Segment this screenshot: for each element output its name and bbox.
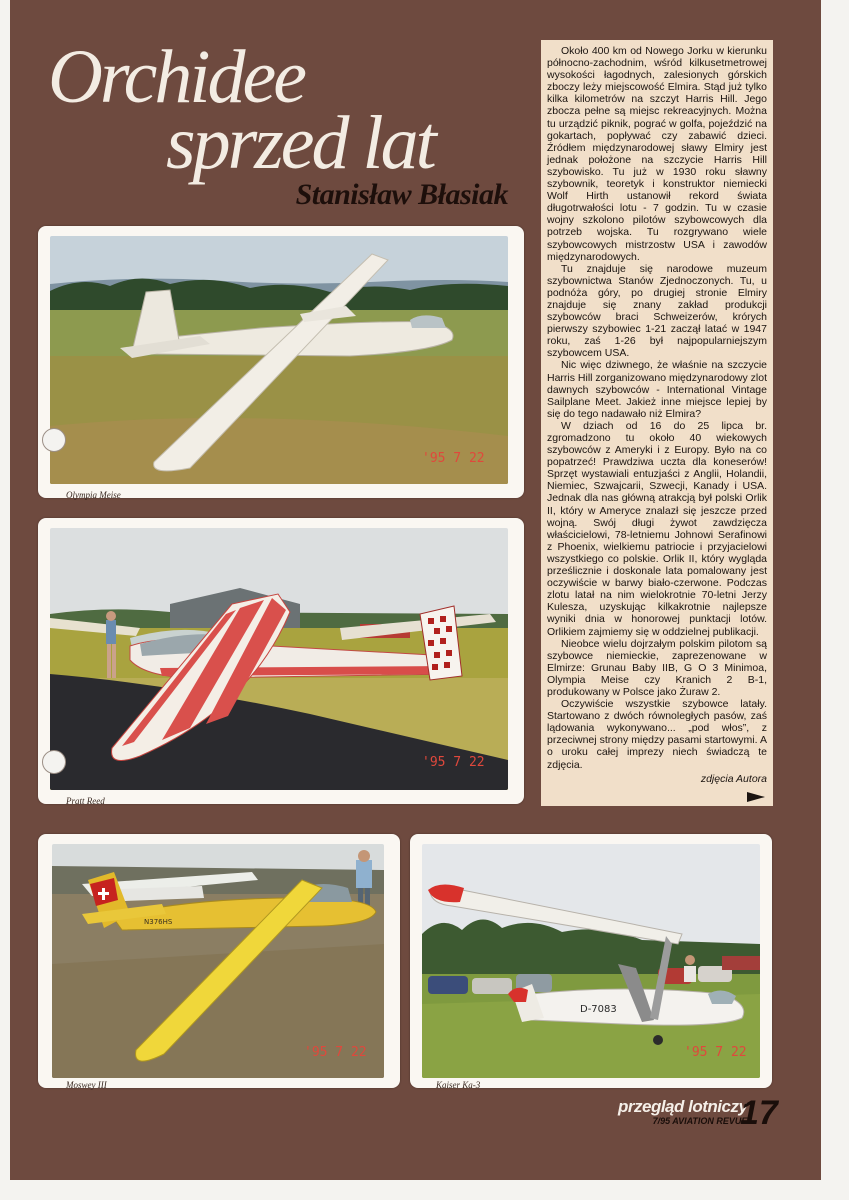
article-paragraph: Tu znajduje się narodowe muzeum szybownictwa Stanów Zjednoczonych. Tu, u podnóża góry, po drugiej stronie Elmiry znajduje się znany zakład produkcji szybowców braci Schweizerów, krórych pierwszy szybowiec 1-21 zaczął latać w 1947 roku, zaś 1-26 był najpopularniejszym szybowcem USA. — [547, 262, 767, 360]
photo-caption: Moswey III — [66, 1080, 107, 1090]
photo-pratt-reed — [50, 528, 508, 790]
glider-registration: N376HS — [144, 918, 173, 926]
date-stamp: '95 7 22 — [422, 451, 485, 466]
title-line-1: Orchidee — [48, 35, 304, 119]
article-paragraph: Około 400 km od Nowego Jorku w kierunku północno-zachodnim, wśród kilkusetmetrowej wysokości łagodnych, zalesionych górskich zboczy leży miejscowość Elmira. Stąd już tylko kilka kilometrów na szczyt Harris Hill. Jego zbocza pełne są miejsc rekreacyjnych. Można tu urządzić piknik, pograć w golfa, pojeździć na gokartach, popływać czy zabawić dzieci. Źródłem międzynarodowej sławy Elmiry jest jednak położone na szczycie Harris Hill szybowisko. Tu już w 1930 roku sławny szybownik, teoretyk i konstruktor niemiecki Wolf Hirth ustanowił rekord świata długotrwałości lotu - 7 godzin. Tu w czasie wojny szkolono pilotów szybowcowych dla potrzeb wojska. Tu rozgrywano wiele szybowcowych mistrzostw USA i zawodów międzynarodowych. — [547, 45, 767, 263]
binder-hole — [42, 428, 66, 452]
binder-hole — [42, 750, 66, 774]
photo-caption: Kaiser Ka-3 — [436, 1080, 481, 1090]
issue-label: 7/95 AVIATION REVUE — [652, 1116, 748, 1126]
magazine-masthead — [618, 1098, 747, 1126]
magazine-brand: przegląd lotniczy — [618, 1097, 748, 1116]
photo-frame-olympia-meise — [38, 226, 524, 498]
photo-frame-kaiser-ka-3 — [410, 834, 772, 1088]
photo-kaiser-ka-3 — [422, 844, 760, 1078]
photo-credit: zdjęcia Autora — [700, 772, 767, 785]
date-stamp: '95 7 22 — [304, 1045, 367, 1060]
date-stamp: '95 7 22 — [684, 1045, 747, 1060]
title-line-2: sprzed lat — [166, 101, 434, 185]
photo-caption: Pratt Reed — [66, 796, 105, 806]
article-title — [48, 35, 434, 185]
continue-arrow-icon — [747, 792, 765, 802]
author-name: Stanisław Błasiak — [295, 178, 508, 211]
article-paragraph: Nic więc dziwnego, że właśnie na szczycie Harris Hill zorganizowano międzynarodowy zlot dawnych szybowców - International Vintage Sailplane Meet. Jakież inne miejsce lepiej by się do tego nadawało niż Elmira? — [547, 359, 768, 420]
article-text-column — [541, 40, 773, 806]
article-paragraph: Nieobce wielu dojrzałym polskim pilotom są szybowce niemieckie, zaprezenowane w Elmirze: Grunau Baby IIB, G O 3 Minimoa, Olympia Meise czy Kranich 2 B-1, produkowany w Polsce jako Żuraw 2. — [547, 637, 767, 698]
photo-frame-moswey-iii — [38, 834, 400, 1088]
photo-moswey-iii — [52, 844, 384, 1078]
photo-caption: Olympia Meise — [66, 490, 121, 500]
page-number: 17 — [740, 1094, 778, 1132]
magazine-page — [10, 0, 821, 1180]
glider-registration: D-7083 — [580, 1004, 617, 1015]
article-paragraph: W dziach od 16 do 25 lipca br. zgromadzono tu około 40 wiekowych szybowców z Ameryki i z Europy. Było na co popatrzeć! Prawdziwa uczta dla koneserów! Sprzęt wystawiali entuzjaści z Anglii, Holandii, Niemiec, Szwajcarii, Szwecji, Kanady i USA. Jednak dla nas główną atrakcją był polski Orlik II, który w Ameryce znalazł się jeszcze przed wojną. Swój długi żywot zawdzięcza właścicielowi, 78-letniemu Johnowi Serafinowi z Phoenix, wielkiemu patriocie i przyjacielowi wszystkiego co polskie. Orlik II, który wygląda prześlicznie i doskonale lata pomalowany jest oczywiście w barwy biało-czerwone. Podczas zlotu latał na nim wielokrotnie 70-letni Jerzy Kulesza, uzyskując kilkakrotnie najlepsze wyniki dnia w honorowej punktacji lotów. Orlikiem zajmiemy się w oddzielnej publikacji. — [547, 419, 767, 638]
article-paragraph: Oczywiście wszystkie szybowce latały. Startowano z dwóch równoległych pasów, zaś lądowania wykonywano... „pod włos”, z przeciwnej strony między pasami startowymi. A o uroku całej imprezy niech świadczą te zdjęcia. — [547, 698, 767, 771]
photo-frame-pratt-reed — [38, 518, 524, 804]
photo-olympia-meise — [50, 236, 508, 484]
date-stamp: '95 7 22 — [422, 755, 485, 770]
